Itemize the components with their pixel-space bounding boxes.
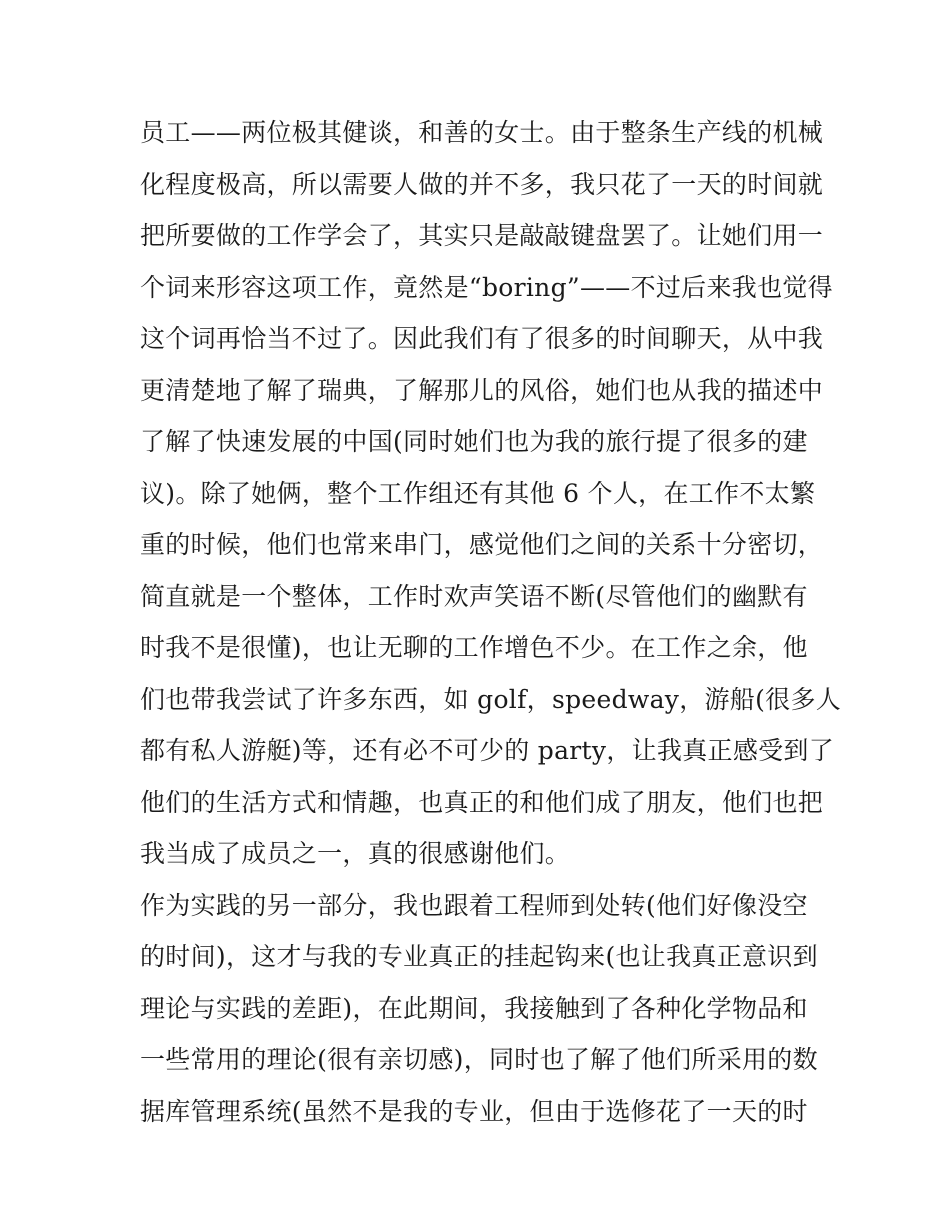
text-line: 理论与实践的差距)，在此期间，我接触到了各种化学物品和 (140, 993, 808, 1023)
text-line: 我当成了成员之一，真的很感谢他们。 (140, 839, 571, 868)
text-line: 他们的生活方式和情趣，也真正的和他们成了朋友，他们也把 (140, 787, 824, 817)
text-line: 把所要做的工作学会了，其实只是敲敲键盘罢了。让她们用一 (140, 221, 824, 250)
text-line: 们也带我尝试了许多东西，如 golf，speedway，游船(很多人 (140, 684, 842, 714)
text-line: 一些常用的理论(很有亲切感)，同时也了解了他们所采用的数 (140, 1045, 818, 1074)
text-line: 化程度极高，所以需要人做的并不多，我只花了一天的时间就 (140, 169, 824, 199)
text-line: 简直就是一个整体，工作时欢声笑语不断(尽管他们的幽默有 (140, 581, 808, 611)
text-line: 据库管理系统(虽然不是我的专业，但由于选修花了一天的时 (140, 1096, 808, 1126)
text-line: 议)。除了她俩，整个工作组还有其他 6 个人，在工作不太繁 (140, 478, 816, 508)
text-line: 个词来形容这项工作，竟然是“boring”——不过后来我也觉得 (140, 272, 833, 302)
text-line: 员工——两位极其健谈，和善的女士。由于整条生产线的机械 (140, 118, 824, 147)
text-line: 这个词再恰当不过了。因此我们有了很多的时间聊天，从中我 (140, 324, 824, 353)
text-line: 都有私人游艇)等，还有必不可少的 party，让我真正感受到了 (140, 736, 835, 765)
body-text (140, 107, 842, 1137)
text-line: 作为实践的另一部分，我也跟着工程师到处转(他们好像没空 (140, 890, 808, 920)
text-line: 的时间)，这才与我的专业真正的挂起钩来(也让我真正意识到 (140, 942, 818, 971)
text-line: 了解了快速发展的中国(同时她们也为我的旅行提了很多的建 (140, 427, 808, 456)
text-line: 重的时候，他们也常来串门，感觉他们之间的关系十分密切， (140, 530, 824, 559)
text-line: 时我不是很懂)，也让无聊的工作增色不少。在工作之余，他 (140, 633, 808, 662)
text-line: 更清楚地了解了瑞典，了解那儿的风俗，她们也从我的描述中 (140, 375, 824, 405)
